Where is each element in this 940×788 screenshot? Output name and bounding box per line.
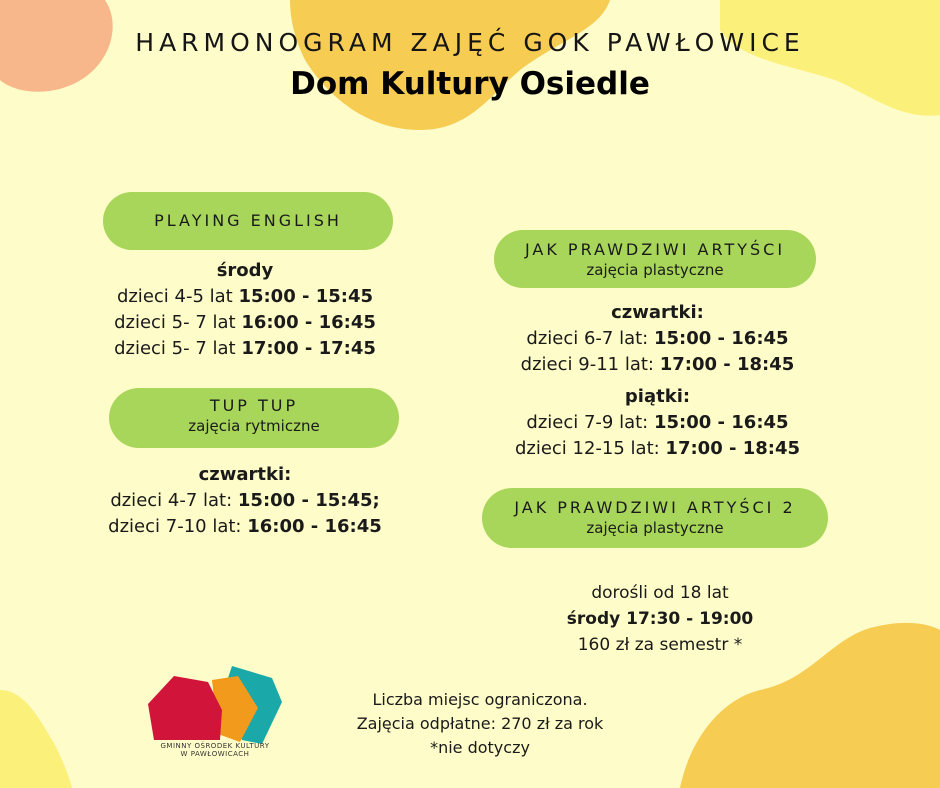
schedule-jak-prawdziwi-artysci (500, 300, 815, 462)
class-type: zajęcia plastyczne (586, 261, 724, 279)
schedule-time: środy 17:30 - 19:00 (566, 609, 754, 629)
schedule-row: dzieci 9-11 lat: 17:00 - 18:45 (520, 354, 795, 375)
schedule-playing-english (95, 258, 395, 362)
yellow-blob-bottom-left (0, 690, 72, 788)
footer-notes (330, 688, 630, 760)
class-name: PLAYING ENGLISH (154, 211, 342, 230)
schedule-row: dzieci 7-9 lat: 15:00 - 16:45 (526, 412, 789, 433)
schedule-row: dzieci 4-5 lat 15:00 - 15:45 (116, 286, 374, 307)
schedule-row: dzieci 6-7 lat: 15:00 - 16:45 (526, 328, 789, 349)
schedule-row: dzieci 4-7 lat: 15:00 - 15:45; (110, 490, 380, 511)
class-type: zajęcia plastyczne (586, 519, 724, 537)
day-label: czwartki: (611, 302, 704, 323)
page-subtitle: Dom Kultury Osiedle (290, 66, 650, 102)
logo-text-2: W PAWŁOWICACH (180, 750, 250, 758)
pill-tup-tup (109, 388, 399, 448)
pill-playing-english (103, 192, 393, 250)
schedule-row: dzieci 5- 7 lat 16:00 - 16:45 (114, 312, 376, 333)
price: 160 zł za semestr * (577, 635, 743, 655)
class-name: TUP TUP (209, 396, 299, 415)
day-label: czwartki: (198, 464, 292, 485)
schedule-row: dzieci 5- 7 lat 17:00 - 17:45 (114, 338, 376, 359)
orange-blob (290, 0, 610, 130)
footer-line: *nie dotyczy (430, 738, 530, 757)
schedule-jak-prawdziwi-artysci-2 (550, 580, 770, 658)
audience: dorośli od 18 lat (591, 583, 729, 603)
class-name: JAK PRAWDZIWI ARTYŚCI 2 (514, 498, 796, 517)
footer-line: Liczba miejsc ograniczona. (372, 690, 588, 709)
footer-line: Zajęcia odpłatne: 270 zł za rok (356, 714, 604, 733)
schedule-row: dzieci 7-10 lat: 16:00 - 16:45 (108, 516, 382, 537)
class-name: JAK PRAWDZIWI ARTYŚCI (524, 240, 786, 259)
gok-logo (140, 660, 290, 760)
day-label: środy (216, 260, 274, 281)
page-title: HARMONOGRAM ZAJĘĆ GOK PAWŁOWICE (135, 28, 805, 57)
pill-jak-prawdziwi-artysci (494, 230, 816, 288)
logo-text-1: GMINNY OŚRODEK KULTURY (160, 742, 270, 750)
class-type: zajęcia rytmiczne (188, 417, 320, 435)
schedule-tup-tup (95, 462, 395, 540)
schedule-row: dzieci 12-15 lat: 17:00 - 18:45 (514, 438, 801, 459)
logo-red-shape (148, 676, 222, 740)
day-label: piątki: (624, 386, 691, 407)
pill-jak-prawdziwi-artysci-2 (482, 488, 828, 548)
